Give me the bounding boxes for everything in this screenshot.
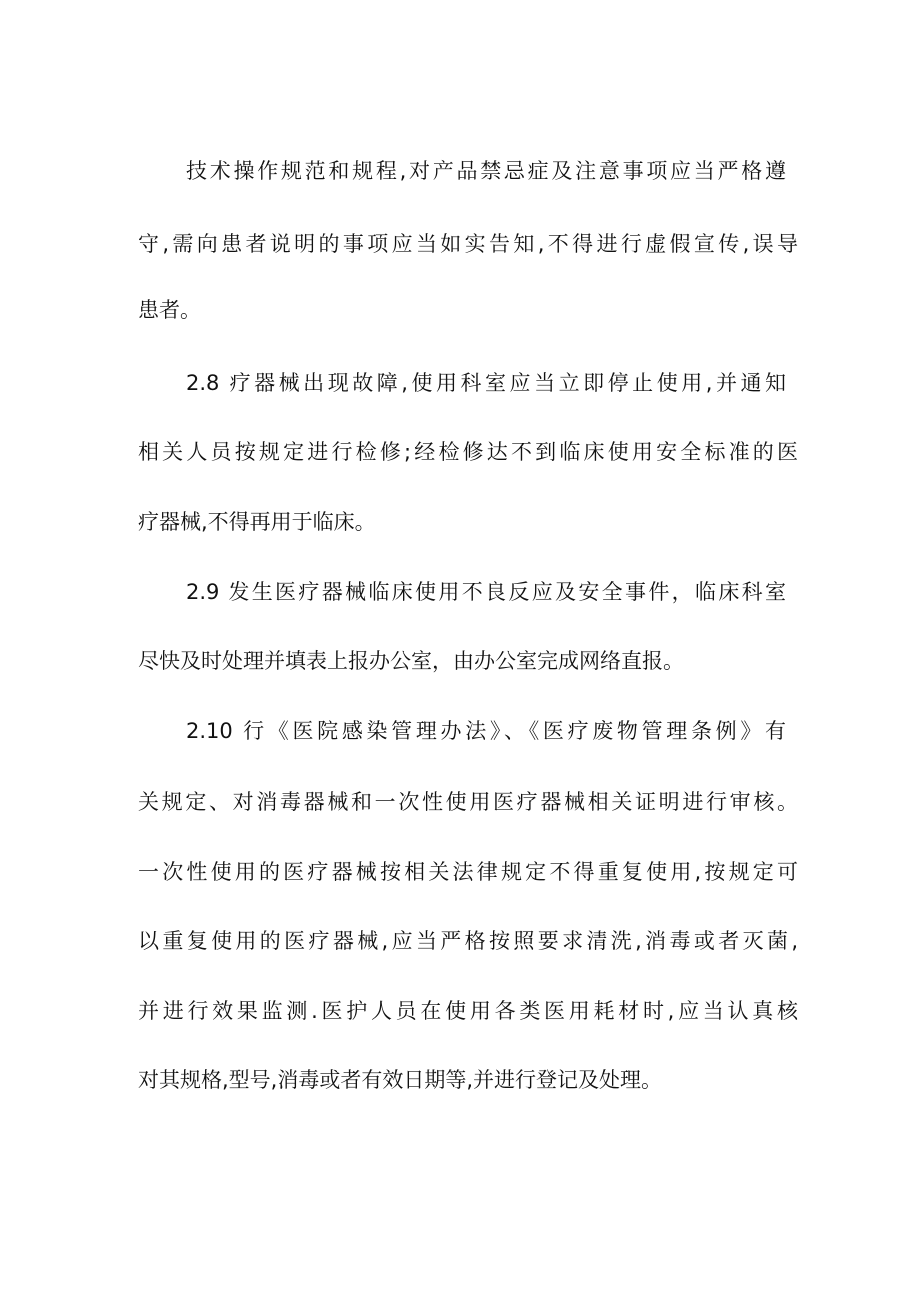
text-line: 疗器械,不得再用于临床。 <box>138 510 376 534</box>
text-line: 2.9 发生医疗器械临床使用不良反应及安全事件，临床科室 <box>186 580 786 604</box>
text-line: 关规定、对消毒器械和一次性使用医疗器械相关证明进行审核。 <box>138 790 798 814</box>
text-line: 对其规格,型号,消毒或者有效日期等,并进行登记及处理。 <box>138 1068 663 1092</box>
text-line: 2.10 行《医院感染管理办法》、《医疗废物管理条例》有 <box>186 719 786 743</box>
text-line: 一次性使用的医疗器械按相关法律规定不得重复使用,按规定可 <box>138 860 798 884</box>
text-line: 患者。 <box>138 298 201 322</box>
text-line: 以重复使用的医疗器械,应当严格按照要求清洗,消毒或者灭菌, <box>138 929 798 953</box>
text-line: 守,需向患者说明的事项应当如实告知,不得进行虚假宣传,误导 <box>138 232 798 256</box>
text-line: 尽快及时处理并填表上报办公室，由办公室完成网络直报。 <box>138 649 684 673</box>
text-line: 2.8 疗器械出现故障,使用科室应当立即停止使用,并通知 <box>186 371 786 395</box>
text-line: 相关人员按规定进行检修;经检修达不到临床使用安全标准的医 <box>138 440 798 464</box>
text-line: 技术操作规范和规程,对产品禁忌症及注意事项应当严格遵 <box>186 159 786 183</box>
text-line: 并进行效果监测.医护人员在使用各类医用耗材时,应当认真核 <box>138 999 798 1023</box>
